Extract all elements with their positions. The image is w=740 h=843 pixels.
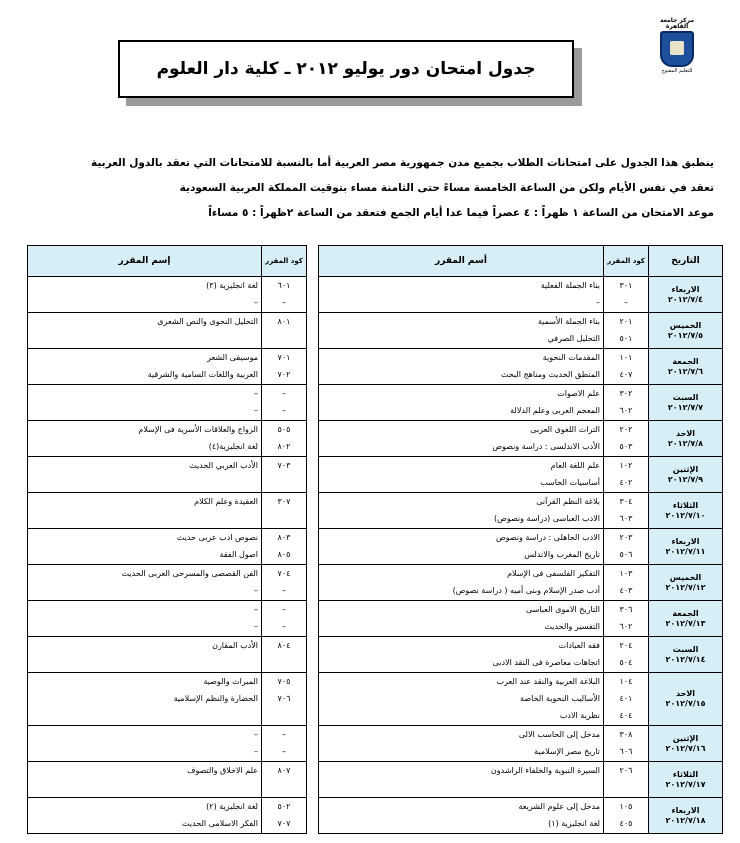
day-name: الاحد — [675, 689, 696, 698]
course-code-cell — [262, 349, 307, 385]
course-code-cell — [262, 529, 307, 565]
course-name-cell — [28, 277, 262, 313]
schedule-table-left — [27, 245, 307, 834]
course-name-cell — [28, 565, 262, 601]
course-name-cell — [28, 762, 262, 798]
table-row — [28, 385, 307, 421]
course-code: ٥٠٢ — [277, 802, 291, 811]
table-row — [28, 457, 307, 493]
course-name: علم الاخلاق والتصوف — [187, 766, 258, 775]
logo-bottom-text: للتعليم المفتوح — [661, 68, 693, 74]
course-name: – — [254, 586, 258, 595]
course-name: – — [254, 605, 258, 614]
course-code-cell — [604, 726, 649, 762]
course-name-cell — [319, 421, 604, 457]
course-name: – — [254, 747, 258, 756]
date-value: ٢٠١٢/٧/١٢ — [665, 582, 706, 592]
course-name: التراث اللغوى العربى — [530, 425, 600, 434]
date-cell — [649, 349, 723, 385]
course-code: ٤٠٣ — [619, 586, 633, 595]
course-code-cell — [604, 565, 649, 601]
course-name-cell — [28, 637, 262, 673]
course-code: ١٠٢ — [619, 461, 633, 470]
date-value: ٢٠١٢/٧/٤ — [667, 294, 704, 304]
course-name-cell — [28, 798, 262, 834]
course-name: التحليل النحوى والنص الشعرى — [157, 317, 258, 326]
day-name: السبت — [672, 392, 699, 402]
course-name: – — [254, 298, 258, 307]
course-code — [265, 330, 303, 347]
date-cell — [649, 673, 723, 726]
date-cell — [649, 277, 723, 313]
table-row — [28, 601, 307, 637]
date-cell — [649, 637, 723, 673]
course-code-cell — [604, 421, 649, 457]
course-name: علم الاصوات — [557, 389, 600, 398]
course-name: – — [254, 622, 258, 631]
course-name-cell — [319, 529, 604, 565]
course-code: ٣٠٦ — [619, 605, 633, 614]
course-name: تاريخ مصر الإسلامية — [534, 747, 600, 756]
course-code: ٢٠٣ — [619, 533, 633, 542]
course-name-cell — [319, 385, 604, 421]
course-name: بناء الجملة الأسمية — [537, 317, 600, 326]
course-code: ٤٠١ — [619, 694, 633, 703]
course-code-cell — [604, 798, 649, 834]
course-name-cell — [319, 313, 604, 349]
course-code: ٧٠٣ — [277, 461, 291, 470]
course-code: ١٠٤ — [619, 677, 633, 686]
course-code-cell — [262, 277, 307, 313]
course-name: تاريخ المغرب والاندلس — [524, 550, 600, 559]
course-name-cell — [319, 565, 604, 601]
date-cell — [649, 421, 723, 457]
course-code: ٨٠٥ — [277, 550, 291, 559]
course-code: ٥٠٥ — [277, 425, 291, 434]
date-value: ٢٠١٢/٧/٨ — [667, 438, 704, 448]
course-name: – — [254, 730, 258, 739]
course-code-cell — [262, 457, 307, 493]
course-name: علم اللغة العام — [550, 461, 600, 470]
course-code-cell — [604, 529, 649, 565]
table-row — [319, 349, 723, 385]
table-row — [319, 529, 723, 565]
table-row — [28, 726, 307, 762]
day-name: السبت — [672, 644, 699, 654]
header-course: أسم المقرر — [319, 246, 604, 277]
header-code-left: كود المقرر — [262, 246, 307, 277]
course-name: الأساليب النحوية الخاصة — [520, 694, 600, 703]
intro-line-2: تعقد في نفس الأيام ولكن من الساعة الخامسة مساءً حتى الثامنة مساء بتوقيت المملكة العربية السعودية — [179, 182, 714, 194]
course-name: – — [596, 298, 600, 307]
course-code: ٧٠١ — [277, 353, 291, 362]
course-code: ٥٠٤ — [619, 658, 633, 667]
course-code-cell — [262, 798, 307, 834]
table-row — [28, 277, 307, 313]
course-name-cell — [28, 457, 262, 493]
course-name-cell — [28, 673, 262, 726]
course-code-cell — [604, 385, 649, 421]
course-code: ٦٠٦ — [619, 747, 633, 756]
course-code: ٤٠٢ — [619, 478, 633, 487]
course-code: ٧٠٤ — [277, 569, 291, 578]
day-name: الخميس — [669, 572, 702, 582]
course-code: – — [282, 730, 286, 739]
course-code: ٥٠٣ — [619, 442, 633, 451]
course-name: الحضارة والنظم الإسلامية — [173, 694, 258, 703]
course-code — [265, 707, 303, 724]
course-name: الأدب العربي الحديث — [189, 461, 258, 470]
header-course-left: إسم المقرر — [28, 246, 262, 277]
course-code-cell — [604, 349, 649, 385]
course-name: – — [254, 389, 258, 398]
table-row — [319, 601, 723, 637]
course-name: المعجم العربى وعلم الدلالة — [510, 406, 600, 415]
date-value: ٢٠١٢/٧/١٣ — [665, 618, 706, 628]
course-code: ٣٠٧ — [277, 497, 291, 506]
course-name-cell — [28, 313, 262, 349]
course-name: موسيقى الشعر — [207, 353, 258, 362]
course-code — [265, 510, 303, 527]
date-value: ٢٠١٢/٧/٧ — [667, 402, 704, 412]
day-name: الثلاثاء — [672, 769, 699, 779]
date-cell — [649, 762, 723, 798]
course-code: – — [282, 298, 286, 307]
course-code-cell — [262, 493, 307, 529]
date-cell — [649, 798, 723, 834]
course-name: الادب الجاهلى : دراسة ونصوص — [495, 533, 600, 542]
course-code: ٤٠٧ — [619, 370, 633, 379]
course-name: المنطق الحديث ومناهج البحث — [500, 370, 600, 379]
table-row — [28, 421, 307, 457]
course-name: الفكر الاسلامى الحديث — [182, 819, 258, 828]
course-code-cell — [262, 673, 307, 726]
course-code-cell — [262, 762, 307, 798]
course-code-cell — [604, 277, 649, 313]
table-row — [319, 726, 723, 762]
course-code: ٢٠٦ — [619, 766, 633, 775]
course-name: الميراث والوصية — [203, 677, 258, 686]
course-name-cell — [319, 762, 604, 798]
header-date: التاريخ — [649, 246, 723, 277]
course-code: ٢٠٤ — [619, 641, 633, 650]
course-code: ٤٠٥ — [619, 819, 633, 828]
date-value: ٢٠١٢/٧/١٧ — [665, 779, 706, 789]
course-name: العربية واللغات السامية والشرقية — [147, 370, 258, 379]
course-code: ٧٠٦ — [277, 694, 291, 703]
course-name: الفن القصصى والمسرحى العربى الحديث — [121, 569, 258, 578]
course-name: لغة انجليزية (٣) — [206, 281, 258, 290]
day-name: الاربعاء — [671, 805, 700, 815]
course-name-cell — [28, 726, 262, 762]
day-name: الثلاثاء — [672, 500, 699, 510]
course-code-cell — [262, 726, 307, 762]
table-row — [28, 637, 307, 673]
table-row — [319, 313, 723, 349]
course-code: ٥٠١ — [619, 334, 633, 343]
date-cell — [649, 313, 723, 349]
schedule-table-right — [318, 245, 723, 834]
table-row — [28, 798, 307, 834]
course-code: ٦٠٢ — [619, 622, 633, 631]
course-name — [31, 779, 258, 796]
course-code: ٣٠١ — [619, 281, 633, 290]
table-row — [28, 673, 307, 726]
course-name-cell — [319, 493, 604, 529]
course-code: ٣٠٢ — [619, 389, 633, 398]
course-code: ٨٠٧ — [277, 766, 291, 775]
course-code: ٦٠١ — [277, 281, 291, 290]
course-name — [31, 707, 258, 724]
course-code-cell — [604, 762, 649, 798]
course-code: ٢٠٢ — [619, 425, 633, 434]
course-name — [31, 474, 258, 491]
date-value: ٢٠١٢/٧/٦ — [667, 366, 704, 376]
course-code — [607, 779, 645, 796]
course-code — [265, 779, 303, 796]
course-name: التاريخ الاموى العباسى — [525, 605, 600, 614]
table-row — [319, 798, 723, 834]
course-name — [31, 654, 258, 671]
course-name: الأدب المقارن — [212, 641, 258, 650]
course-name: – — [254, 406, 258, 415]
course-name: التفكير الفلسفى فى الإسلام — [507, 569, 600, 578]
course-code: ١٠١ — [619, 353, 633, 362]
course-code: ٧٠٧ — [277, 819, 291, 828]
table-row — [28, 529, 307, 565]
table-row — [319, 565, 723, 601]
course-code: – — [282, 406, 286, 415]
table-row — [319, 277, 723, 313]
course-code-cell — [604, 313, 649, 349]
date-value: ٢٠١٢/٧/٥ — [667, 330, 704, 340]
course-code-cell — [604, 673, 649, 726]
course-code: ٧٠٢ — [277, 370, 291, 379]
course-code: – — [282, 747, 286, 756]
course-code-cell — [262, 637, 307, 673]
course-name: مدخل إلى الحاسب الالى — [518, 730, 600, 739]
date-value: ٢٠١٢/٧/٩ — [667, 474, 704, 484]
table-row — [319, 421, 723, 457]
course-name: أساسيات الحاسب — [540, 478, 600, 487]
intro-line-1: ينطبق هذا الجدول على امتحانات الطلاب بجميع مدن جمهورية مصر العربية أما بالنسبة للامتحانات التي تعقد بالدول العربية — [90, 157, 714, 169]
course-name-cell — [28, 601, 262, 637]
course-name: لغة انجليزية (٢) — [206, 802, 258, 811]
course-code-cell — [262, 421, 307, 457]
date-cell — [649, 726, 723, 762]
table-row — [28, 762, 307, 798]
course-code: ٨٠١ — [277, 317, 291, 326]
course-name: العقيدة وعلم الكلام — [194, 497, 258, 506]
course-code-cell — [604, 493, 649, 529]
course-name: أدب صدر الإسلام وبنى أميه ( دراسة نصوص) — [452, 586, 600, 595]
course-code: ١٠٥ — [619, 802, 633, 811]
course-name: لغة انجليزية(٤) — [208, 442, 258, 451]
course-code-cell — [604, 637, 649, 673]
date-cell — [649, 529, 723, 565]
course-code — [265, 654, 303, 671]
course-name: المقدمات النحوية — [542, 353, 600, 362]
course-code: – — [282, 586, 286, 595]
intro-line-3: موعد الامتحان من الساعة ١ ظهراً : ٤ عصراً فيما عدا أيام الجمع فتعقد من الساعة ٢ظهراً : ٥ مساءاً — [208, 207, 714, 219]
course-code: ٢٠١ — [619, 317, 633, 326]
course-name: التحليل الصرفي — [547, 334, 600, 343]
course-name: بلاغة النظم القرآنى — [536, 497, 600, 506]
course-name-cell — [28, 529, 262, 565]
course-name: اصول الفقة — [219, 550, 258, 559]
course-code: ٦٠٢ — [619, 406, 633, 415]
course-code-cell — [262, 565, 307, 601]
course-name-cell — [28, 421, 262, 457]
course-name: الأدب الاندلسى : دراسة ونصوص — [492, 442, 600, 451]
course-name-cell — [319, 637, 604, 673]
date-cell — [649, 565, 723, 601]
course-name: الادب العباسى (دراسة ونصوص) — [494, 514, 600, 523]
course-name-cell — [28, 493, 262, 529]
table-row — [319, 637, 723, 673]
course-name: نظرية الادب — [559, 711, 600, 720]
course-code: ٣٠٤ — [619, 497, 633, 506]
course-name: الزواج والعلاقات الأسرية فى الإسلام — [138, 425, 258, 434]
shield-icon — [660, 31, 694, 67]
course-name-cell — [319, 798, 604, 834]
table-row — [319, 673, 723, 726]
course-code-cell — [262, 385, 307, 421]
date-cell — [649, 493, 723, 529]
course-code-cell — [604, 457, 649, 493]
header-code: كود المقرر — [604, 246, 649, 277]
course-name-cell — [319, 457, 604, 493]
date-cell — [649, 385, 723, 421]
university-logo — [656, 17, 698, 74]
day-name: الاربعاء — [671, 284, 700, 294]
table-row — [28, 493, 307, 529]
course-code: ٤٠٤ — [619, 711, 633, 720]
date-value: ٢٠١٢/٧/١٠ — [665, 510, 706, 520]
course-code: – — [282, 622, 286, 631]
page-title: جدول امتحان دور يوليو ٢٠١٢ ـ كلية دار العلوم — [118, 40, 574, 98]
course-code-cell — [604, 601, 649, 637]
course-name: فقه العبادات — [558, 641, 600, 650]
course-name: اتجاهات معاصرة فى النقد الادبى — [492, 658, 600, 667]
course-code: ٨٠٣ — [277, 533, 291, 542]
day-name: الخميس — [669, 320, 702, 330]
day-name: الاربعاء — [671, 536, 700, 546]
course-name: نصوص ادب عربى حديث — [176, 533, 258, 542]
day-name: الاحد — [675, 428, 696, 438]
course-code: ٥٠٦ — [619, 550, 633, 559]
course-name-cell — [28, 385, 262, 421]
logo-top-text: مركز جامعة القاهرة — [659, 17, 695, 30]
course-code: – — [282, 389, 286, 398]
course-name — [322, 779, 600, 796]
course-name — [31, 510, 258, 527]
course-code: ٨٠٢ — [277, 442, 291, 451]
course-name: مدخل إلى علوم الشريعة — [518, 802, 600, 811]
date-value: ٢٠١٢/٧/١٨ — [665, 815, 706, 825]
table-row — [28, 565, 307, 601]
date-value: ٢٠١٢/٧/١٤ — [665, 654, 706, 664]
course-name-cell — [319, 726, 604, 762]
course-code-cell — [262, 313, 307, 349]
table-row — [28, 349, 307, 385]
course-code: – — [282, 605, 286, 614]
table-row — [319, 457, 723, 493]
course-code — [265, 474, 303, 491]
course-code: ٨٠٤ — [277, 641, 291, 650]
course-name: بناء الجملة الفعلية — [540, 281, 600, 290]
course-code-cell — [262, 601, 307, 637]
course-code: – — [624, 298, 628, 307]
course-code: ٧٠٥ — [277, 677, 291, 686]
date-cell — [649, 601, 723, 637]
table-row — [319, 493, 723, 529]
course-code: ١٠٣ — [619, 569, 633, 578]
course-name: السيرة النبوية والخلفاء الراشدون — [490, 766, 600, 775]
course-name-cell — [319, 349, 604, 385]
table-row — [319, 385, 723, 421]
course-code: ٣٠٨ — [619, 730, 633, 739]
day-name: الإثنين — [672, 464, 699, 474]
course-name-cell — [319, 277, 604, 313]
course-code: ٦٠٣ — [619, 514, 633, 523]
date-value: ٢٠١٢/٧/١٦ — [665, 743, 706, 753]
table-row — [319, 762, 723, 798]
course-name: البلاغة العربية والنقد عند العرب — [496, 677, 600, 686]
course-name-cell — [28, 349, 262, 385]
date-value: ٢٠١٢/٧/١٥ — [665, 699, 706, 708]
date-cell — [649, 457, 723, 493]
course-name: لغة انجليزية (١) — [548, 819, 600, 828]
day-name: الإثنين — [672, 733, 699, 743]
day-name: الجمعة — [672, 608, 699, 618]
course-name-cell — [319, 673, 604, 726]
table-row — [28, 313, 307, 349]
day-name: الجمعة — [672, 356, 699, 366]
course-name-cell — [319, 601, 604, 637]
date-value: ٢٠١٢/٧/١١ — [665, 546, 706, 556]
course-name — [31, 330, 258, 347]
course-name: التفسير والحديث — [544, 622, 600, 631]
